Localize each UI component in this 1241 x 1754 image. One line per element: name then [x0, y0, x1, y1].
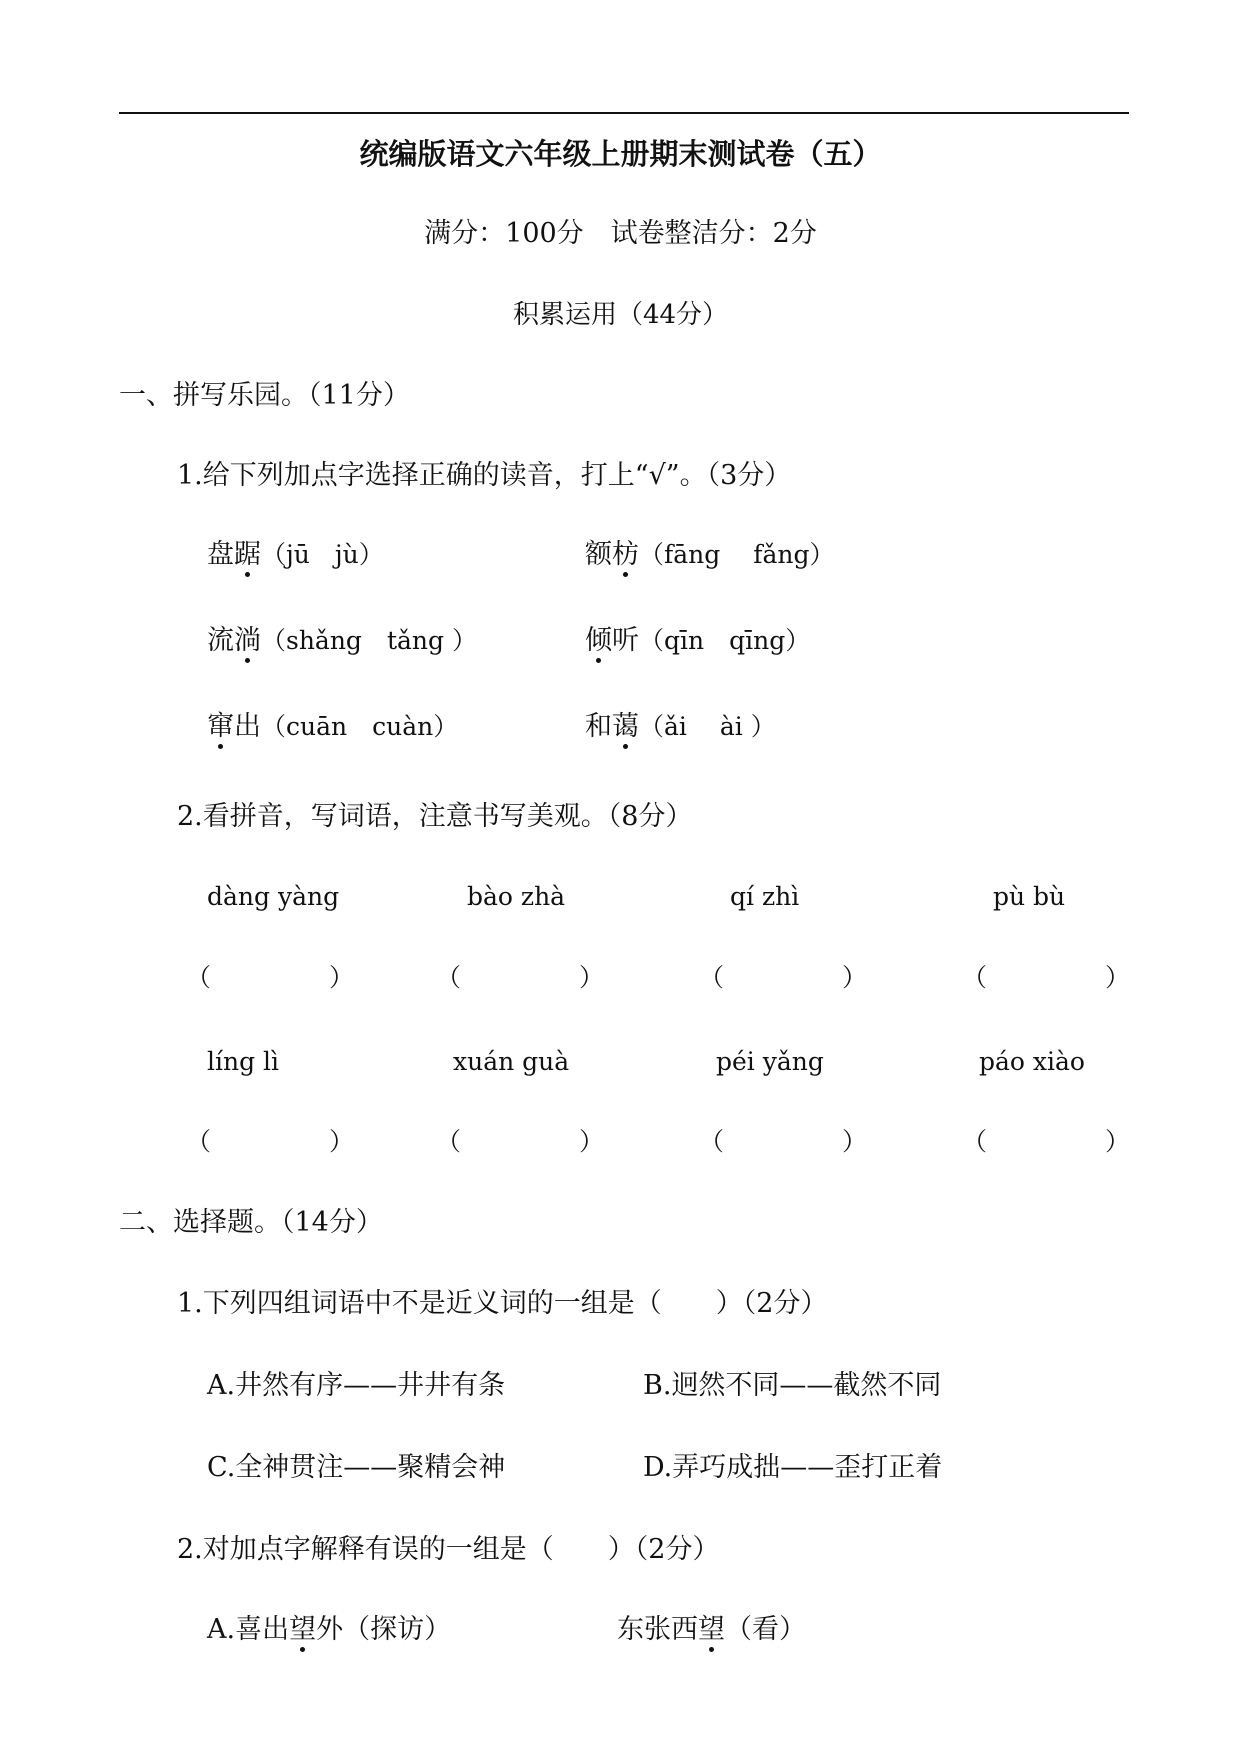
pinyin-word: páo xiào — [979, 1047, 1085, 1076]
pron-item-5: 窜出（cuān cuàn） — [207, 711, 459, 742]
choice-d[interactable]: D.弄巧成拙——歪打正着 — [643, 1452, 943, 1483]
pinyin-word: pù bù — [993, 882, 1066, 911]
answer-blank[interactable]: （ ） — [436, 1127, 605, 1156]
dotted-char: 窜 — [207, 711, 234, 742]
pron-item-3: 流淌（shǎng tǎng ） — [207, 625, 477, 656]
answer-blank[interactable]: （ ） — [436, 963, 605, 992]
q2-choice-a[interactable]: A.喜出望外（探访） — [207, 1614, 452, 1645]
pinyin-word: péi yǎng — [716, 1047, 824, 1076]
score-line: 满分：100分 试卷整洁分：2分 — [424, 218, 817, 249]
answer-blank[interactable]: （ ） — [962, 963, 1131, 992]
answer-blank[interactable]: （ ） — [186, 963, 355, 992]
section1-q2-text: 2.看拼音，写词语，注意书写美观。（8分） — [177, 801, 693, 832]
pinyin-word: líng lì — [207, 1047, 280, 1076]
pinyin-word: dàng yàng — [207, 882, 340, 911]
answer-blank[interactable]: （ ） — [699, 1127, 868, 1156]
dotted-char: 望 — [289, 1614, 317, 1645]
section2-q1-text: 1.下列四组词语中不是近义词的一组是（ ）（2分） — [177, 1288, 828, 1319]
section2-q2-text: 2.对加点字解释有误的一组是（ ）（2分） — [177, 1534, 720, 1565]
answer-blank[interactable]: （ ） — [699, 963, 868, 992]
section1-heading: 一、拼写乐园。（11分） — [119, 380, 410, 411]
q2-choice-a-second: 东张西望（看） — [617, 1614, 806, 1645]
pron-item-4: 倾听（qīn qīng） — [585, 625, 811, 656]
pinyin-word: bào zhà — [467, 882, 566, 911]
header-rule — [119, 112, 1129, 114]
pinyin-word: qí zhì — [730, 882, 800, 911]
dotted-char: 踞 — [234, 539, 261, 570]
section1-q1-text: 1.给下列加点字选择正确的读音，打上“√”。（3分） — [177, 460, 792, 491]
pron-item-2: 额枋（fāng fǎng） — [585, 539, 835, 570]
dotted-char: 枋 — [612, 539, 639, 570]
section2-heading: 二、选择题。（14分） — [119, 1207, 383, 1238]
answer-blank[interactable]: （ ） — [186, 1127, 355, 1156]
dotted-char: 望 — [698, 1614, 725, 1645]
pron-item-6: 和蔼（ǎi ài ） — [585, 711, 776, 742]
pinyin-word: xuán guà — [453, 1047, 570, 1076]
dotted-char: 蔼 — [612, 711, 639, 742]
page-title: 统编版语文六年级上册期末测试卷（五） — [359, 137, 882, 171]
part1-heading: 积累运用（44分） — [512, 300, 729, 330]
choice-b[interactable]: B.迥然不同——截然不同 — [643, 1370, 942, 1401]
pron-item-1: 盘踞（jū jù） — [207, 539, 384, 570]
dotted-char: 淌 — [234, 625, 261, 656]
answer-blank[interactable]: （ ） — [962, 1127, 1131, 1156]
dotted-char: 倾 — [585, 625, 612, 656]
choice-c[interactable]: C.全神贯注——聚精会神 — [207, 1452, 506, 1483]
choice-a[interactable]: A.井然有序——井井有条 — [207, 1370, 506, 1401]
